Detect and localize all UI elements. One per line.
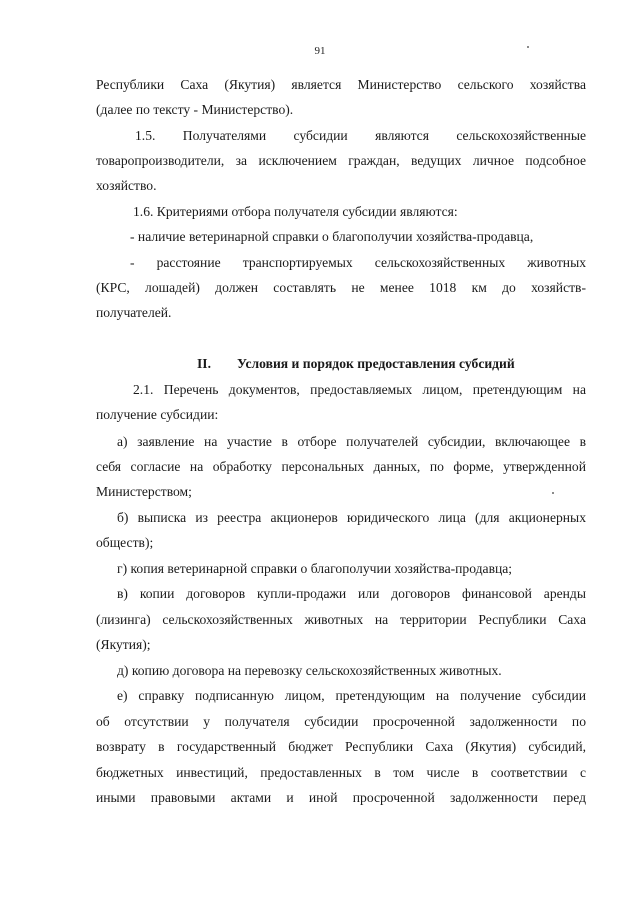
paragraph-line: Республики Саха (Якутия) является Министерство сельского хозяйства xyxy=(96,77,586,92)
paragraph-line: - расстояние транспортируемых сельскохозяйственных животных xyxy=(130,255,586,270)
scan-speck xyxy=(552,492,554,494)
paragraph-line: товаропроизводители, за исключением граждан, ведущих личное подсобное xyxy=(96,153,586,168)
paragraph-line: д) копию договора на перевозку сельскохозяйственных животных. xyxy=(117,663,502,678)
paragraph-line: 1.6. Критериями отбора получателя субсидии являются: xyxy=(133,204,458,219)
section-number: II. xyxy=(197,356,211,371)
paragraph-line: возврату в государственный бюджет Республики Саха (Якутия) субсидий, xyxy=(96,739,586,754)
paragraph-line: (лизинга) сельскохозяйственных животных на территории Республики Саха xyxy=(96,612,586,627)
paragraph-line: - наличие ветеринарной справки о благополучии хозяйства-продавца, xyxy=(130,229,534,244)
paragraph-line: е) справку подписанную лицом, претендующим на получение субсидии xyxy=(117,688,586,703)
paragraph-line: себя согласие на обработку персональных данных, по форме, утвержденной xyxy=(96,459,586,474)
paragraph-line: в) копии договоров купли-продажи или договоров финансовой аренды xyxy=(117,586,586,601)
section-heading xyxy=(197,355,557,373)
page-number: 91 xyxy=(314,45,326,57)
paragraph-line: (далее по тексту - Министерство). xyxy=(96,102,294,117)
paragraph-line: иными правовыми актами и иной просроченной задолженности перед xyxy=(96,790,586,805)
paragraph-line: получателей. xyxy=(96,305,172,320)
paragraph-line: (КРС, лошадей) должен составлять не менее 1018 км до хозяйств- xyxy=(96,280,586,295)
paragraph-line: бюджетных инвестиций, предоставленных в том числе в соответствии с xyxy=(96,765,586,780)
section-title: Условия и порядок предоставления субсидий xyxy=(236,356,515,371)
paragraph-line: Министерством; xyxy=(96,484,192,499)
paragraph-line: б) выписка из реестра акционеров юридического лица (для акционерных xyxy=(117,510,586,525)
paragraph-line: обществ); xyxy=(96,535,154,550)
paragraph-line: 1.5. Получателями субсидии являются сельскохозяйственные xyxy=(135,128,586,143)
paragraph-line: а) заявление на участие в отборе получателей субсидии, включающее в xyxy=(117,434,586,449)
paragraph-line: об отсутствии у получателя субсидии просроченной задолженности по xyxy=(96,714,586,729)
paragraph-line: 2.1. Перечень документов, предоставляемых лицом, претендующим на xyxy=(133,382,586,397)
scan-speck xyxy=(527,46,529,48)
paragraph-line: получение субсидии: xyxy=(96,407,219,422)
paragraph-line: г) копия ветеринарной справки о благополучии хозяйства-продавца; xyxy=(117,561,513,576)
paragraph-line: (Якутия); xyxy=(96,637,151,652)
paragraph-line: хозяйство. xyxy=(96,178,157,193)
